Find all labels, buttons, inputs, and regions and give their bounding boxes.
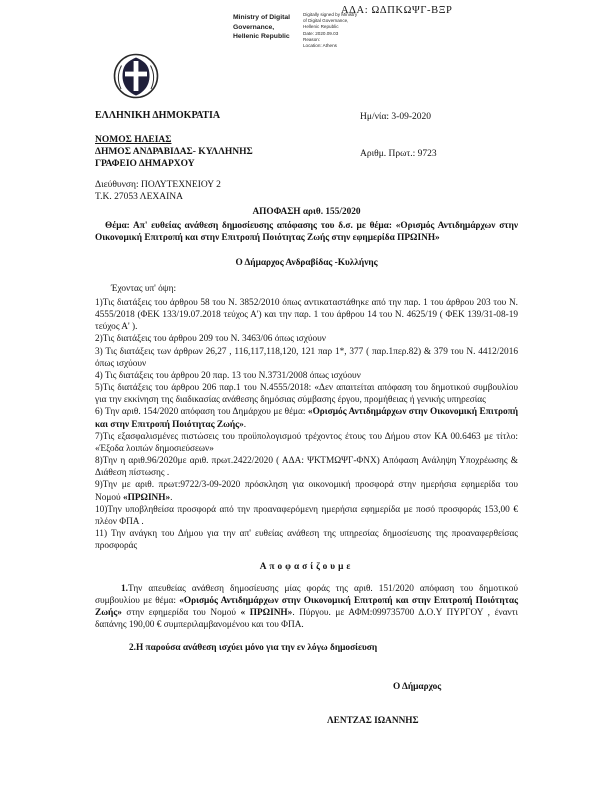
digital-signature-line: Date: 2020.09.03 xyxy=(303,30,339,36)
mayor-heading: Ο Δήμαρχος Ανδραβίδας -Κυλλήνης xyxy=(235,257,378,268)
decide-heading: Αποφασίζουμε xyxy=(259,562,354,573)
postal-code-line: Τ.Κ. 27053 ΛΕΧΑΙΝΑ xyxy=(95,192,183,203)
republic-title: ΕΛΛΗΝΙΚΗ ΔΗΜΟΚΡΑΤΙΑ xyxy=(95,110,221,121)
consideration-item-10: 10)Την υποβληθείσα προσφορά από την προαναφερόμενη ημερήσια εφημερίδα με ποσό προσφοράς 153,00 € πλέον ΦΠΑ . xyxy=(95,504,518,527)
decision-title: ΑΠΟΦΑΣΗ αριθ. 155/2020 xyxy=(252,207,361,217)
office-name: ΓΡΑΦΕΙΟ ΔΗΜΑΡΧΟΥ xyxy=(95,159,195,170)
consideration-item-8: 8)Την η αριθ.96/2020με αριθ. πρωτ.2422/2020 ( ΑΔΑ: ΨΚΤΜΩΨΓ-ΦΝΧ) Απόφαση Ανάληψη Υποχρέωσης & Διάθεση πίστωσης . xyxy=(95,456,518,479)
digital-signature-line: Reason: xyxy=(303,36,321,42)
consideration-item-5: 5)Τις διατάξεις του άρθρου 206 παρ.1 του Ν.4555/2018: «Δεν απαιτείται απόφαση του δημοτικού συμβουλίου για την εκκίνηση της διαδικασίας ανάθεσης δημόσιας σύμβασης έργου, προμήθειας ή γενικής υπηρεσίας xyxy=(95,383,518,406)
digital-signature-line: Location: Athens xyxy=(303,42,337,48)
document-date: Ημ/νία: 3-09-2020 xyxy=(360,112,432,122)
digital-signature-line: Hellenic Republic xyxy=(303,24,339,30)
document-body xyxy=(95,206,518,727)
coat-of-arms-icon xyxy=(112,52,160,100)
consideration-item-3: 3) Τις διατάξεις των άρθρων 26,27 , 116,117,118,120, 121 παρ 1*, 377 ( παρ.1περ.82) & 379 του Ν. 4412/2016 όπως ισχύουν xyxy=(95,346,518,369)
digital-signature-line: Digitally signed by Ministry xyxy=(303,12,358,17)
consideration-item-11: 11) Την ανάγκη του Δήμου για την απ' ευθείας ανάθεση της υπηρεσίας δημοσίευσης της προαναφερθείσας προσφοράς xyxy=(95,529,518,552)
ada-code: ΑΔΑ: ΩΔΠΚΩΨΓ-ΒΞΡ xyxy=(341,5,453,16)
having-regard-label: Έχοντας υπ' όψη: xyxy=(111,283,177,294)
protocol-number: Αριθμ. Πρωτ.: 9723 xyxy=(360,149,437,159)
consideration-item-2: 2)Τις διατάξεις του άρθρου 209 του Ν. 3463/06 όπως ισχύουν xyxy=(95,334,326,345)
ministry-line: Ministry of Digital xyxy=(233,14,291,21)
prefecture-name: ΝΟΜΟΣ ΗΛΕΙΑΣ xyxy=(95,134,172,145)
consideration-item-9: 9)Την με αριθ. πρωτ:9722/3-09-2020 πρόσκληση για οικονομική προσφορά στην ημερήσια εφημερίδα του Νομού «ΠΡΩΙΝΗ». xyxy=(95,480,518,503)
resolution-paragraph-2: 2.Η παρούσα ανάθεση ισχύει μόνο για την εν λόγω δημοσίευση xyxy=(129,643,378,654)
consideration-item-1: 1)Τις διατάξεις του άρθρου 58 του Ν. 3852/2010 όπως αντικαταστάθηκε από την παρ. 1 του άρθρου 203 του Ν. 4555/2018 (ΦΕΚ 133/19.07.2018 τεύχος Α') και την παρ. 1 του άρθρου 14 του Ν. 4625/19 ( ΦΕΚ 139/31-08-19 τεύχος Α' ). xyxy=(95,297,518,333)
signature-name: ΛΕΝΤΖΑΣ ΙΩΑΝΝΗΣ xyxy=(327,715,419,726)
consideration-item-4: 4) Τις διατάξεις του άρθρου 20 παρ. 13 του Ν.3731/2008 όπως ισχύουν xyxy=(95,370,361,381)
consideration-item-7: 7)Τις εξασφαλισμένες πιστώσεις του προϋπολογισμού τρέχοντος έτους του Δήμου στον ΚΑ 00.6463 με τίτλο: «Έξοδα λοιπών δημοσιεύσεων» xyxy=(95,431,518,454)
digital-signature-line: of Digital Governance, xyxy=(303,18,349,24)
letterhead xyxy=(95,110,253,204)
resolution-paragraph-1: 1.Την απευθείας ανάθεση δημοσίευσης μίας φοράς της αριθ. 151/2020 απόφαση του δημοτικού συμβουλίου με θέμα: «Ορισμός Αντιδημάρχων στην Οικονομική Επιτροπή και στην Επιτροπή Ποιότητας Ζωής» στην εφημερίδα του Νομού « ΠΡΩΙΝΗ». Πύργου. με ΑΦΜ:099735700 Δ.Ο.Υ ΠΥΡΓΟΥ , έναντι δαπάνης 190,00 € συμπεριλαμβανομένου και του ΦΠΑ. xyxy=(95,583,519,631)
ministry-line: Hellenic Republic xyxy=(233,33,290,41)
municipality-name: ΔΗΜΟΣ ΑΝΔΡΑΒΙΔΑΣ- ΚΥΛΛΗΝΗΣ xyxy=(95,146,253,157)
address-line: Διεύθυνση: ΠΟΛΥΤΕΧΝΕΙΟΥ 2 xyxy=(95,180,221,191)
subject-paragraph: Θέμα: Απ' ευθείας ανάθεση δημοσίευσης απόφασης του δ.σ. με θέμα: «Ορισμός Αντιδημάρχων στην Οικονομική Επιτροπή και στην Επιτροπή Ποιότητας Ζωής στην εφημερίδα ΠΡΩΙΝΗ» xyxy=(95,221,518,244)
consideration-item-6: 6) Την αριθ. 154/2020 απόφαση του Δημάρχου με θέμα: «Ορισμός Αντιδημάρχων στην Οικονομική Επιτροπή και στην Επιτροπή Ποιότητας Ζωής». xyxy=(95,407,518,430)
ministry-line: Governance, xyxy=(233,23,275,31)
signature-title: Ο Δήμαρχος xyxy=(393,681,442,692)
digital-signature-details xyxy=(303,12,383,49)
ministry-logo-text xyxy=(233,13,290,42)
